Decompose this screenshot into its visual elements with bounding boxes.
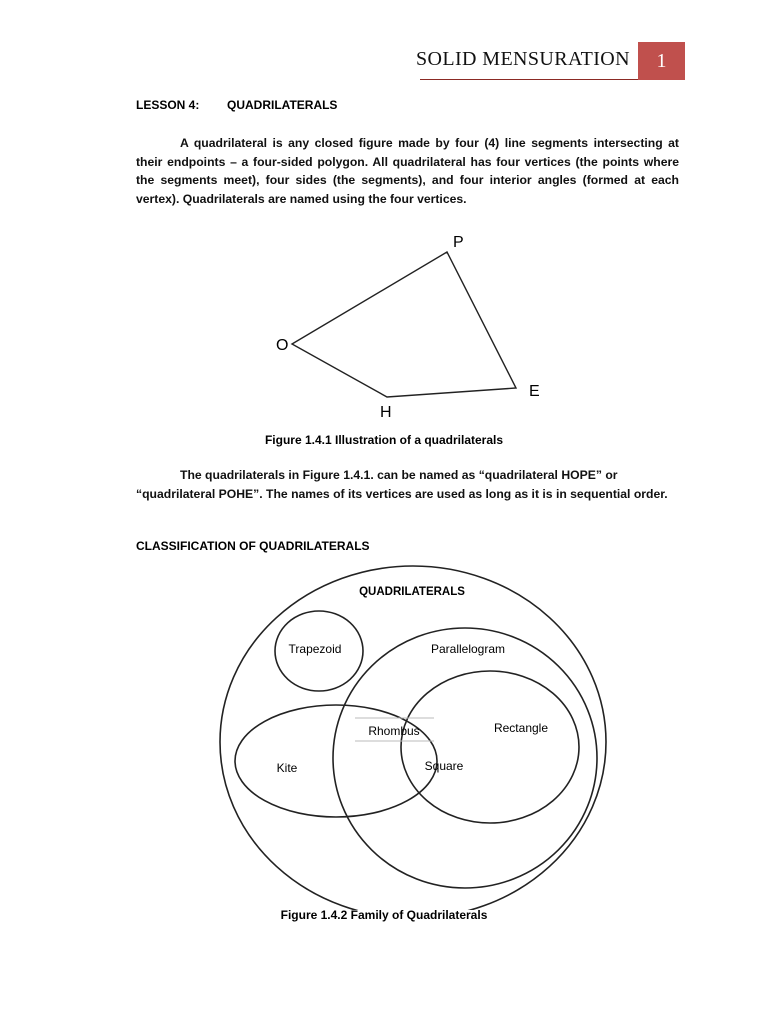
- label-kite: Kite: [276, 761, 298, 775]
- rectangle-circle: [401, 671, 579, 823]
- intro-paragraph: A quadrilateral is any closed figure made by four (4) line segments intersecting at their endpoints – a four-sided polygon. All quadrilateral has four vertices (the points where the segments meet), four sides (the segments), and four interior angles (formed at each vertex). Quadrilaterals are named using the four vertices.: [136, 136, 679, 206]
- parallelogram-circle: [333, 628, 597, 888]
- figure-2-caption: Figure 1.4.2 Family of Quadrilaterals: [280, 908, 488, 922]
- vertex-label-e: E: [529, 383, 540, 400]
- label-rectangle: Rectangle: [493, 721, 549, 735]
- lesson-topic: QUADRILATERALS: [227, 98, 338, 112]
- vertex-label-o: O: [276, 337, 289, 354]
- lesson-heading: [136, 98, 338, 112]
- kite-ellipse: [235, 705, 437, 817]
- label-rhombus: Rhombus: [368, 724, 420, 738]
- label-square: Square: [424, 759, 464, 773]
- classification-heading: CLASSIFICATION OF QUADRILATERALS: [136, 539, 370, 553]
- figure-1-caption: Figure 1.4.1 Illustration of a quadrilaterals: [264, 433, 504, 447]
- lesson-label: LESSON 4:: [136, 98, 200, 112]
- quadrilateral-shape: [292, 252, 516, 397]
- label-quadrilaterals: QUADRILATERALS: [359, 586, 465, 598]
- naming-paragraph: The quadrilaterals in Figure 1.4.1. can be named as “quadrilateral HOPE” or “quadrilateral POHE”. The names of its vertices are used as long as it is in sequential order.: [136, 468, 668, 501]
- page-header: [0, 0, 768, 90]
- label-parallelogram: Parallelogram: [430, 642, 506, 656]
- vertex-label-h: H: [380, 404, 392, 421]
- page-number-badge: 1: [638, 42, 685, 80]
- label-trapezoid: Trapezoid: [288, 642, 342, 656]
- figure-family-of-quadrilaterals: [0, 560, 768, 910]
- vertex-label-p: P: [453, 234, 464, 251]
- document-title: SOLID MENSURATION: [415, 48, 630, 70]
- figure-quadrilateral-hope: [0, 225, 768, 425]
